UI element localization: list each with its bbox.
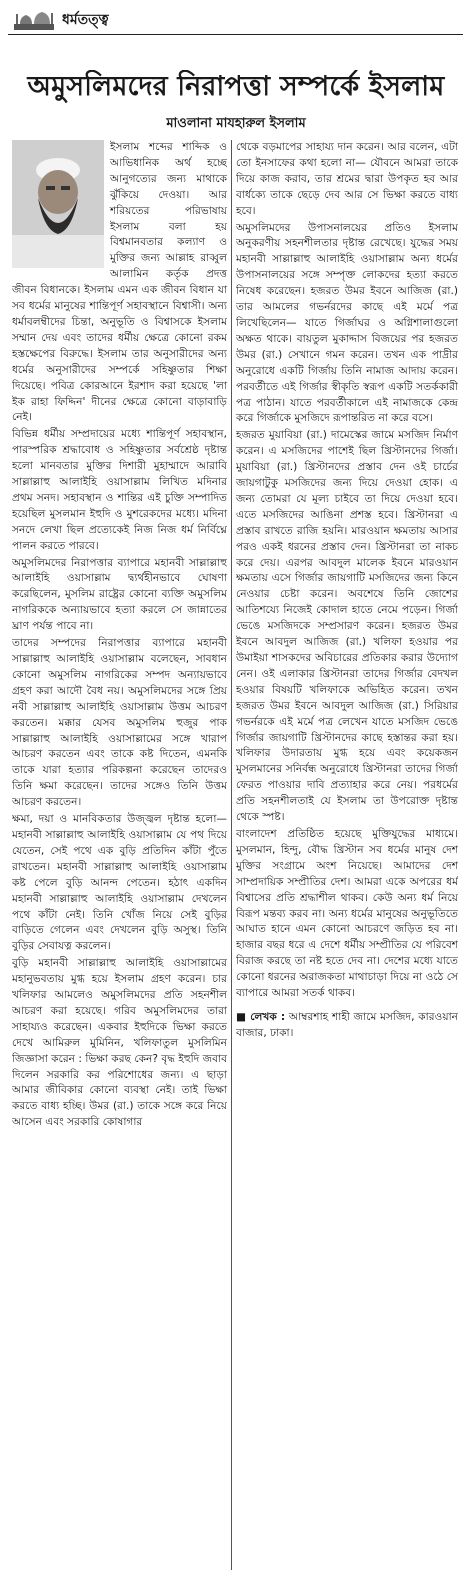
paragraph: অমুসলিমদের নিরাপত্তার ব্যাপারে মহানবী সাল্লাল্লাহু আলাইহি ওয়াসাল্লাম দ্ব্যর্থহীনভাবে ঘোষণা করেছিলেন, মুসলিম রাষ্ট্রের কোনো ব্যক্তি অমুসলিম নাগরিককে অন্যায়ভাবে হত্যা করলে সে জান্নাতের ঘ্রাণ পর্যন্ত পাবে না। (12, 556, 227, 633)
paragraph: বুড়ি মহানবী সাল্লাল্লাহু আলাইহি ওয়াসাল্লামের মহানুভবতায় মুগ্ধ হয়ে ইসলাম গ্রহণ করেন। চার খলিফার আমলেও অমুসলিমদের প্রতি সহনশীল আচরণ করা হয়েছে। গরিব অমুসলিমদের তারা সাহায্যও করেছেন। একবার ইহুদিকে ভিক্ষা করতে দেখে আমিরুল মুমিনিন, খলিফাতুল মুসলিমিন জিজ্ঞাসা করেন : ভিক্ষা করছ কেন? বৃদ্ধ ইহুদি জবাব দিলেন সরকারি কর পরিশোধের জন্য। এ ছাড়া আমার জীবিকার কোনো ব্যবস্থা নেই। তাই ভিক্ষা করতে বাধ্য হচ্ছি। উমর (রা.) তাকে সঙ্গে করে নিয়ে আসেন এবং সরকারি কোষাগার (12, 957, 227, 1129)
paragraph: বিভিন্ন ধর্মীয় সম্প্রদায়ের মধ্যে শান্তিপূর্ণ সহাবস্থান, পারস্পরিক শ্রদ্ধাবোধ ও সহিষ্ণুতার সর্বশ্রেষ্ঠ দৃষ্টান্ত হলো মানবতার মুক্তির দিশারী মুহাম্মাদে আরাবি সাল্লাল্লাহু আলাইহি ওয়াসাল্লাম লিখিত মদিনার প্রথম সনদ। সহাবস্থান ও শান্তির এই চুক্তি সম্পাদিত হয়েছিল মুসলমান ইহুদি ও মুশরেকদের মধ্যে। মদিনা সনদে লেখা ছিল প্রত্যেকেই নিজ নিজ ধর্ম নির্বিঘ্নে পালন করতে পারবে। (12, 428, 227, 552)
square-bullet-icon: ■ (236, 1010, 247, 1023)
author-note-text: আম্বরশাহ শাহী জামে মসজিদ, কারওয়ান বাজার, ঢাকা। (236, 1010, 458, 1039)
article-column-right (236, 140, 458, 1580)
author-note-label: লেখক : (250, 1010, 286, 1023)
section-header (8, 4, 463, 35)
paragraph: তাদের সম্পদের নিরাপত্তার ব্যাপারে মহানবী সাল্লাল্লাহু আলাইহি ওয়াসাল্লাম বলেছেন, সাবধান কোনো অমুসলিম নাগরিকের সম্পদ অন্যায়ভাবে গ্রহণ করা আদৌ বৈধ নয়। অমুসলিমদের সঙ্গে প্রিয় নবী সাল্লাল্লাহু আলাইহি ওয়াসাল্লাম উত্তম আচরণ করতেন। মক্কার যেসব অমুসলিম হুজুর পাক সাল্লাল্লাহু আলাইহি ওয়াসাল্লামের সঙ্গে খারাপ আচরণ করতেন এবং তাকে কষ্ট দিতেন, এমনকি তাকে যারা হত্যার পরিকল্পনা করেছেন তাদেরও তিনি ক্ষমা করেছেন। তাদের সঙ্গেও তিনি উত্তম আচরণ করতেন। (12, 637, 227, 809)
author-note (236, 1010, 458, 1042)
paragraph: হজরত মুয়াবিয়া (রা.) দামেস্কের জামে মসজিদ নির্মাণ করেন। এ মসজিদের পাশেই ছিল খ্রিস্টানদের গির্জা। মুয়াবিয়া (রা.) খ্রিস্টানদের প্রস্তাব দেন ওই চার্চের জায়গাটুকু মসজিদের জন্য দিয়ে দেওয়া হোক। এ জন্য তোমরা যে মূল্য চাইবে তা দিয়ে দেওয়া হবে। এতে মসজিদের আঙিনা প্রশস্ত হবে। খ্রিস্টানরা এ প্রস্তাব রাখতে রাজি হয়নি। মারওয়ান ক্ষমতায় আসার পরও একই ধরনের প্রস্তাব দেন। খ্রিস্টানরা তা নাকচ করে দেয়। এরপর আবদুল মালেক ইবনে মারওয়ান ক্ষমতায় এসে গির্জার জায়গাটি মসজিদের জন্য কিনে নেওয়ার চেষ্টা করেন। অবশেষে তিনি জোশের আতিশয্যে নিজেই কোদাল হাতে নেমে পড়েন। গির্জা ভেঙে মসজিদকে সম্প্রসারণ করেন। হজরত উমর ইবনে আবদুল আজিজ (রা.) খলিফা হওয়ার পর উমাইয়া শাসকদের অবিচারের প্রতিকার করার উদ্যোগ নেন। ওই এলাকার খ্রিস্টানরা তাদের গির্জার বেদখল হওয়ার বিষয়টি খলিফাকে অভিহিত করেন। তখন হজরত উমর ইবনে আবদুল আজিজ (রা.) সিরিয়ার গভর্নরকে এই মর্মে পত্র লেখেন যাতে মসজিদ ভেঙে গির্জার জায়গাটি খ্রিস্টানদের কাছে হস্তান্তর করা হয়। খলিফার উদারতায় মুগ্ধ হয়ে এবং কয়েকজন মুসলমানের সনির্বন্ধ অনুরোধে খ্রিস্টানরা তাদের গির্জা ফেরত পাওয়ার দাবি প্রত্যাহার করে নেয়। পরধর্মের প্রতি সহনশীলতাই যে ইসলাম তা উপরোক্ত দৃষ্টান্ত থেকে স্পষ্ট। (236, 429, 458, 824)
paragraph: বাংলাদেশ প্রতিষ্ঠিত হয়েছে মুক্তিযুদ্ধের মাধ্যমে। মুসলমান, হিন্দু, বৌদ্ধ খ্রিস্টান সব ধর্মের মানুষ দেশ মুক্তির সংগ্রামে অংশ নিয়েছে। আমাদের দেশ সাম্প্রদায়িক সম্প্রীতির দেশ। আমরা একে অপরের ধর্ম বিশ্বাসের প্রতি শ্রদ্ধাশীল থাকব। কেউ অন্য ধর্ম নিয়ে বিরূপ মন্তব্য করব না। অন্য ধর্মের মানুষের অনুভূতিতে আঘাত হানে এমন কোনো আচরণে জড়িত হব না। হাজার বছর ধরে এ দেশে ধর্মীয় সম্প্রীতির যে পরিবেশ বিরাজ করছে তা নষ্ট হতে দেব না। দেশের মধ্যে যাতে কোনো ধরনের অরাজকতা মাথাচাড়া দিয়ে না ওঠে সে ব্যাপারে আমরা সতর্ক থাকব। (236, 827, 458, 1000)
paragraph: ক্ষমা, দয়া ও মানবিকতার উজ্জ্বল দৃষ্টান্ত হলো— মহানবী সাল্লাল্লাহু আলাইহি ওয়াসাল্লাম যে পথ দিয়ে যেতেন, সেই পথে এক বুড়ি প্রতিদিন কাঁটা পুঁতে রাখতেন। মহানবী সাল্লাল্লাহু আলাইহি ওয়াসাল্লাম কষ্ট পেলে বুড়ি আনন্দ পেতেন। হঠাৎ একদিন মহানবী সাল্লাল্লাহু আলাইহি ওয়াসাল্লাম দেখলেন পথে কাঁটা নেই। তিনি খোঁজ নিয়ে সেই বুড়ির বাড়িতে গেলেন এবং দেখলেন বুড়ি অসুস্থ। তিনি বুড়ির সেবাযত্ন করলেন। (12, 813, 227, 953)
paragraph: অমুসলিমদের উপাসনালয়ের প্রতিও ইসলাম অনুকরণীয় সহনশীলতার দৃষ্টান্ত রেখেছে। যুদ্ধের সময় মহানবী সাল্লাল্লাহু আলাইহি ওয়াসাল্লাম অন্য ধর্মের উপাসনালয়ের সঙ্গে সম্পৃক্ত লোকদের হত্যা করতে নিষেধ করেছেন। হজরত উমর ইবনে আজিজ (রা.) তার আমলের গভর্নরদের কাছে এই মর্মে পত্র লিখেছিলেন— যাতে গির্জাঘর ও অগ্নিশালাগুলো অক্ষত থাকে। বায়তুল মুকাদ্দাস বিজয়ের পর হজরত উমর (রা.) সেখানে গমন করেন। তখন এক পাদ্রীর অনুরোধে একটি গির্জায় তিনি নামাজ আদায় করেন। পরবর্তীতে এই গির্জার স্বীকৃতি স্বরূপ একটি সতর্ককারী পত্র পাঠান। যাতে পরবর্তীকালে এই নামাজকে কেন্দ্র করে গির্জাকে মুসজিদে রূপান্তরিত না করে বসে। (236, 221, 458, 425)
headline: অমুসলিমদের নিরাপত্তা সম্পর্কে ইসলাম (27, 71, 445, 102)
paragraph: থেকে বড়মাপের সাহায্য দান করেন। আর বলেন, এটা তো ইনসাফের কথা হলো না— যৌবনে আমরা তাকে দিয়ে কাজ করাব, তার শ্রমের দ্বারা উপকৃত হব আর বার্ধক্যে তাকে ছেড়ে দেব আর সে ভিক্ষা করতে বাধ্য হবে। (236, 141, 458, 217)
author-portrait (12, 140, 104, 268)
paragraph: ইসলাম শব্দের শাব্দিক ও আভিধানিক অর্থ হচ্ছে আনুগত্যের জন্য মাথাকে ঝুঁকিয়ে দেওয়া। আর শরিয়তের পরিভাষায় ইসলাম বলা হয় বিশ্বমানবতার কল্যাণ ও মুক্তির জন্য আল্লাহ রাব্বুল আলামিন কর্তৃক প্রদত্ত জীবন বিধানকে। ইসলাম এমন এক জীবন বিধান যা সব ধর্মের মানুষের শান্তিপূর্ণ সহাবস্থানে বিশ্বাসী। অন্য ধর্মাবলম্বীদের চিন্তা, অনুভূতি ও বিশ্বাসকে ইসলাম সম্মান দেয় এবং তাদের ধর্মীয় ক্ষেত্রে কোনো রকম হস্তক্ষেপের বিরুদ্ধে। ইসলাম তার অনুসারীদের অন্য ধর্মের অনুসারীদের সম্পর্কে সহিষ্ণুতার শিক্ষা দিয়েছে। পবিত্র কোরআনে ইরশাদ করা হয়েছে 'লা ইক রাহা ফিদ্দিন' দীনের ক্ষেত্রে কোনো বাড়াবাড়ি নেই। (12, 141, 227, 424)
column-divider (231, 140, 232, 1570)
article-column-left (12, 140, 227, 1580)
section-label: ধর্মতত্ত্ব (62, 12, 109, 28)
byline: মাওলানা মাযহারুল ইসলাম (166, 116, 306, 131)
mosque-silhouette-icon (14, 10, 54, 30)
